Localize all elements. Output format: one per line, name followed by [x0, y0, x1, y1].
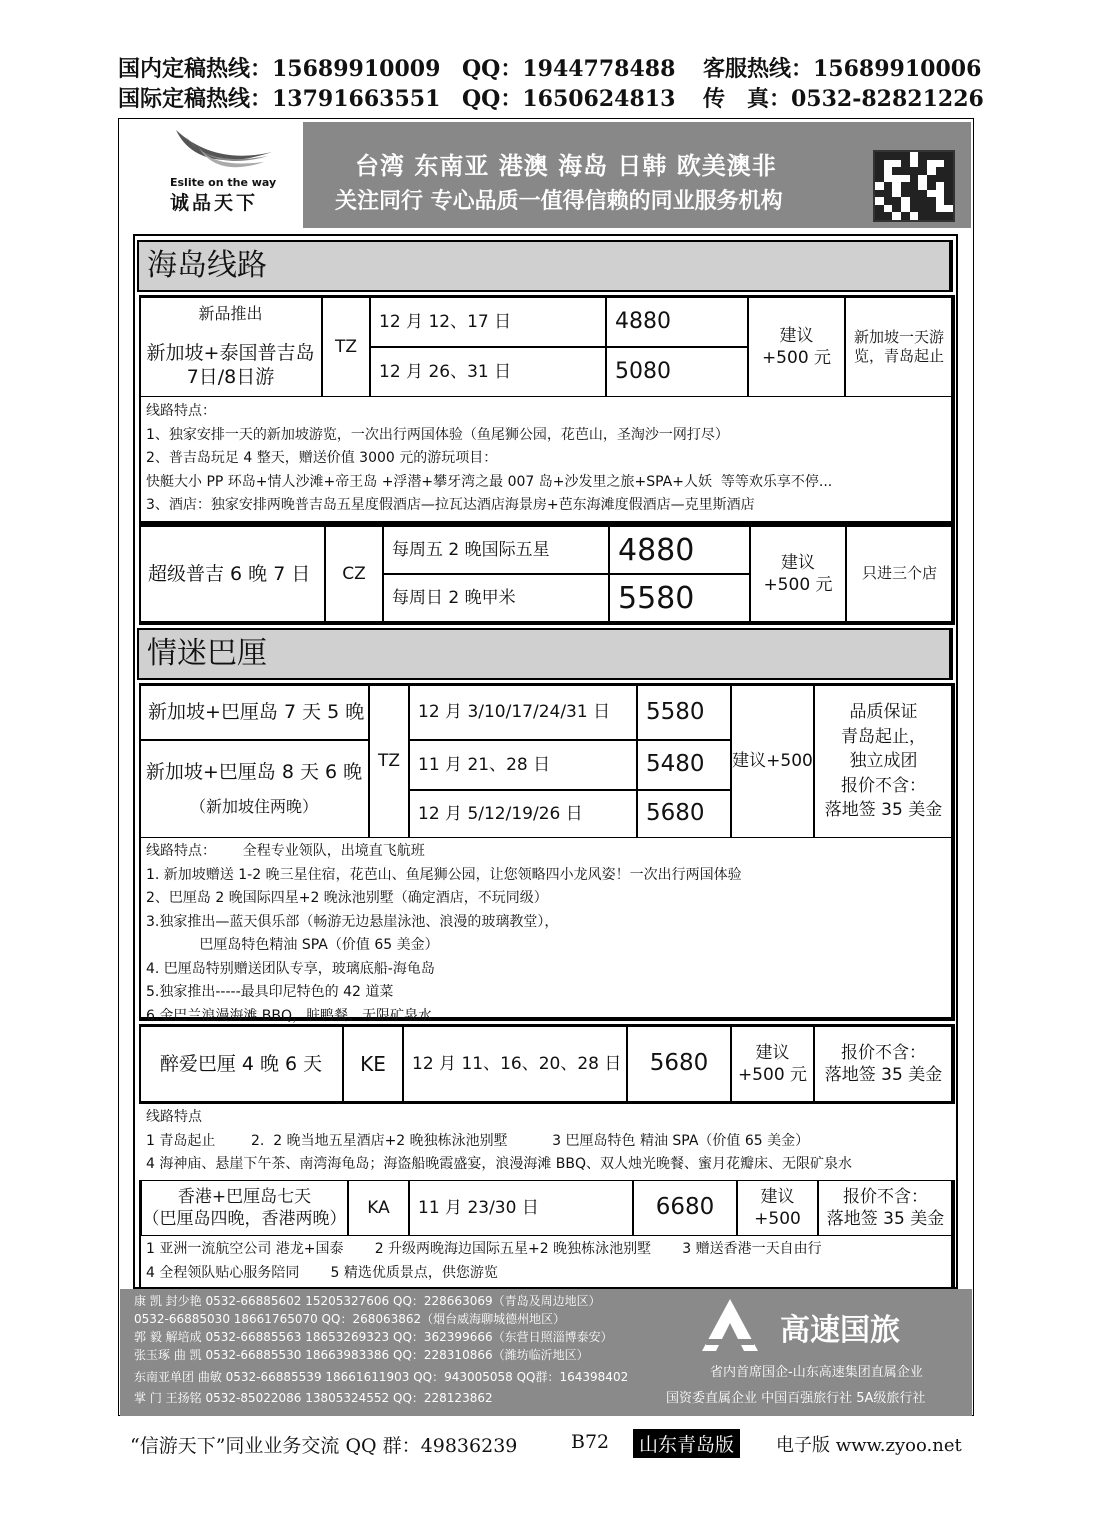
route-features: 线路特点： 全程专业领队，出境直飞航班 1. 新加坡赠送 1-2 晚三星住宿，花芭山、鱼尾狮公园，让您领略四小龙风姿！一次出行两国体验 2、巴厘岛 2 晚国际四星+2 晚泳池别墅（确定酒店，不玩同级） 3.独家推出—蓝天俱乐部（畅游无边悬崖泳池、浪漫的玻璃教堂）， 巴厘岛特色精油 SPA（价值 65 美金） 4. 巴厘岛特别赠送团队专享，玻璃底船-海龟岛 5.独家推出-----最具印尼特色的 42 道菜 6.金巴兰浪漫海滩 BBQ，脏鸭餐、无限矿泉水 — [146, 843, 742, 1024]
banner-destinations: 台湾 东南亚 港澳 海岛 日韩 欧美澳非 — [355, 152, 777, 180]
section-header-bali: 情迷巴厘 — [137, 628, 953, 680]
contact-row: 掌 门 王扬铭 0532-85022086 13805324552 QQ：228123862 — [134, 1391, 493, 1405]
route-title: 香港+巴厘岛七天 （巴厘岛四晚，香港两晚） — [141, 1180, 348, 1236]
departure-date: 每周日 2 晚甲米 — [383, 574, 609, 622]
wing-icon — [168, 126, 278, 178]
departure-date: 每周五 2 晚国际五星 — [383, 526, 609, 574]
route-title-2: 新加坡+巴厘岛 8 天 6 晚 — [145, 761, 363, 784]
suggested-markup: 建议 +500 元 — [748, 297, 845, 397]
banner-slogan: 关注同行 专心品质一值得信赖的同业服务机构 — [335, 189, 783, 214]
route-name — [139, 297, 322, 397]
suggested-markup: 建议 +500 元 — [750, 526, 846, 622]
route-note: 报价不含： 落地签 35 美金 — [818, 1180, 953, 1236]
departure-date: 12 月 3/10/17/24/31 日 — [409, 685, 637, 740]
domestic-hotline: 国内定稿热线：15689910009 — [118, 56, 441, 82]
departure-date: 11 月 21、28 日 — [409, 740, 637, 790]
qq-group: “信游天下”同业业务交流 QQ 群：49836239 — [130, 1435, 518, 1457]
page-number: B72 — [571, 1431, 610, 1453]
route-title — [139, 740, 369, 838]
suggested-markup: 建议 +500 元 — [731, 1026, 814, 1102]
edition-badge: 山东青岛版 — [633, 1429, 740, 1458]
contact-row: 张玉琢 曲 凯 0532-66885530 18663983386 QQ：228310866（潍坊临沂地区） — [134, 1348, 589, 1362]
company-logo-icon — [700, 1297, 760, 1353]
intl-qq: QQ：1650624813 — [462, 86, 676, 112]
price: 5080 — [606, 347, 748, 397]
price: 5580 — [609, 574, 750, 622]
departure-date: 12 月 26、31 日 — [370, 347, 606, 397]
company-slogan: 省内首席国企-山东高速集团直属企业 — [710, 1365, 923, 1380]
price: 4880 — [606, 297, 748, 347]
brand-logo — [158, 124, 288, 214]
departure-date: 12 月 11、16、20、28 日 — [403, 1026, 627, 1102]
route-features: 线路特点： 1、独家安排一天的新加坡游览，一次出行两国体验（鱼尾狮公园，花芭山，圣淘沙一网打尽） 2、普吉岛玩足 4 整天，赠送价值 3000 元的游玩项目： 快艇大小 PP 环岛+情人沙滩+帝王岛 +浮潜+攀牙湾之最 007 岛+沙发里之旅+SPA+人妖 等等欢乐享不停... 3、酒店：独家安排两晚普吉岛五星度假酒店—拉瓦达酒店海景房+芭东海滩度假酒店—克里斯酒店 — [146, 403, 833, 513]
route-features: 1 亚洲一流航空公司 港龙+国泰 2 升级两晚海边国际五星+2 晚独栋泳池别墅 3 赠送香港一天自由行 4 全程领队贴心服务陪同 5 精选优质景点，供您游览 — [146, 1241, 822, 1281]
price: 5480 — [637, 740, 731, 790]
fax-number: 传 真：0532-82821226 — [703, 86, 984, 112]
price: 5680 — [627, 1026, 731, 1102]
airline-code: TZ — [369, 685, 409, 838]
route-note: 只进三个店 — [846, 526, 953, 622]
brand-cn: 诚品天下 — [170, 192, 259, 214]
departure-date: 12 月 5/12/19/26 日 — [409, 790, 637, 838]
airline-code: CZ — [325, 526, 383, 622]
new-tag: 新品推出 — [198, 303, 263, 323]
price: 5680 — [637, 790, 731, 838]
departure-date: 11 月 23/30 日 — [409, 1180, 633, 1236]
route-title: 醉爱巴厘 4 晚 6 天 — [139, 1026, 343, 1102]
departure-date: 12 月 12、17 日 — [370, 297, 606, 347]
route-title: 新加坡+泰国普吉岛 7日/8日游 — [146, 341, 315, 389]
suggested-markup: 建议+500 — [731, 685, 814, 838]
price: 6680 — [633, 1180, 737, 1236]
company-name: 高速国旅 — [780, 1313, 900, 1348]
route-subtitle: （新加坡住两晚） — [189, 796, 318, 816]
qr-code-icon — [873, 150, 955, 222]
contact-row: 东南亚单团 曲敏 0532-66885539 18661611903 QQ：943005058 QQ群：164398402 — [134, 1370, 629, 1384]
website[interactable]: 电子版 www.zyoo.net — [776, 1435, 962, 1456]
airline-code: TZ — [322, 297, 370, 397]
suggested-markup: 建议 +500 — [737, 1180, 818, 1236]
route-features: 线路特点 1 青岛起止 2. 2 晚当地五星酒店+2 晚独栋泳池别墅 3 巴厘岛特色 精油 SPA（价值 65 美金） 4 海神庙、悬崖下午茶、南湾海龟岛；海盗船晚霞盛宴，浪漫海滩 BBQ、双人烛光晚餐、蜜月花瓣床、无限矿泉水 — [146, 1109, 853, 1172]
route-title: 超级普吉 6 晚 7 日 — [139, 526, 325, 622]
contact-row: 郭 毅 解培成 0532-66885563 18653269323 QQ：362399666（东营日照淄博泰安） — [134, 1330, 613, 1344]
route-title: 新加坡+巴厘岛 7 天 5 晚 — [139, 685, 369, 740]
section-header-island: 海岛线路 — [137, 240, 953, 292]
contact-row: 0532-66885030 18661765070 QQ：268063862（烟台威海聊城德州地区） — [134, 1312, 566, 1326]
intl-hotline: 国际定稿热线：13791663551 — [118, 86, 441, 112]
price: 4880 — [609, 526, 750, 574]
contact-footer — [120, 1289, 972, 1416]
route-note: 新加坡一天游 览，青岛起止 — [845, 297, 953, 397]
promo-banner — [303, 122, 971, 228]
contact-row: 康 凯 封少艳 0532-66885602 15205327606 QQ：228663069（青岛及周边地区） — [134, 1294, 601, 1308]
airline-code: KA — [348, 1180, 409, 1236]
route-note: 品质保证 青岛起止， 独立成团 报价不含： 落地签 35 美金 — [814, 685, 953, 838]
price: 5580 — [637, 685, 731, 740]
route-note: 报价不含： 落地签 35 美金 — [814, 1026, 953, 1102]
company-slogan: 国资委直属企业 中国百强旅行社 5A级旅行社 — [666, 1391, 926, 1406]
airline-code: KE — [343, 1026, 403, 1102]
brand-en: Eslite on the way — [170, 176, 277, 189]
service-hotline: 客服热线：15689910006 — [703, 56, 982, 82]
domestic-qq: QQ：1944778488 — [462, 56, 676, 82]
